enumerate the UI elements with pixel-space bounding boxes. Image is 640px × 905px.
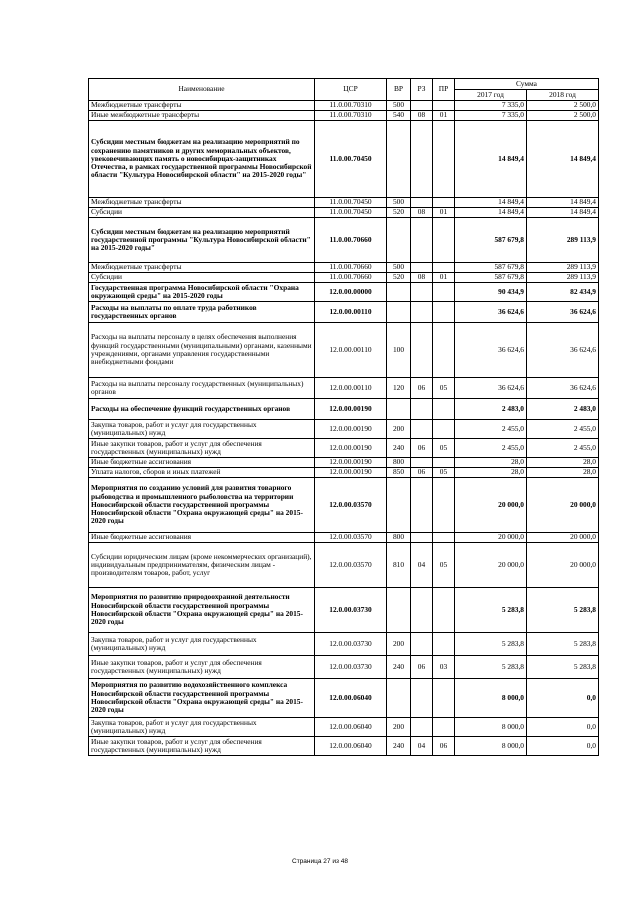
row-csr: 11.0.00.70310 bbox=[315, 111, 387, 121]
row-sum-2017: 2 455,0 bbox=[455, 420, 527, 439]
row-name: Расходы на выплаты персоналу государственных (муниципальных) органов bbox=[89, 378, 315, 399]
row-pr bbox=[433, 588, 455, 633]
row-csr: 12.0.00.00110 bbox=[315, 302, 387, 323]
budget-table bbox=[88, 78, 599, 756]
row-sum-2018: 20 000,0 bbox=[527, 533, 599, 543]
row-vr bbox=[387, 302, 411, 323]
row-pr bbox=[433, 121, 455, 198]
row-rz: 04 bbox=[411, 543, 433, 588]
row-pr bbox=[433, 679, 455, 718]
row-name: Субсидии bbox=[89, 273, 315, 283]
row-sum-2017: 28,0 bbox=[455, 468, 527, 478]
table-body bbox=[89, 101, 599, 756]
row-vr: 200 bbox=[387, 718, 411, 737]
row-sum-2018: 2 500,0 bbox=[527, 101, 599, 111]
row-name: Субсидии юридическим лицам (кроме некоммерческих организаций), индивидуальным предпринимателям, физическим лицам - производителям товаров, работ, услуг bbox=[89, 543, 315, 588]
row-name: Межбюджетные трансферты bbox=[89, 198, 315, 208]
row-name: Иные бюджетные ассигнования bbox=[89, 533, 315, 543]
row-sum-2018: 0,0 bbox=[527, 679, 599, 718]
row-sum-2017: 28,0 bbox=[455, 458, 527, 468]
row-pr bbox=[433, 198, 455, 208]
row-sum-2018: 36 624,6 bbox=[527, 378, 599, 399]
row-sum-2017: 5 283,8 bbox=[455, 656, 527, 679]
row-vr: 520 bbox=[387, 273, 411, 283]
row-sum-2017: 587 679,8 bbox=[455, 218, 527, 263]
row-name: Мероприятия по развитию природоохранной деятельности Новосибирской области государственной программы Новосибирской области "Охрана окружающей среды" на 2015-2020 годы bbox=[89, 588, 315, 633]
row-sum-2017: 2 455,0 bbox=[455, 439, 527, 458]
row-pr bbox=[433, 302, 455, 323]
header-sum: Сумма bbox=[455, 79, 599, 90]
header-vr: ВР bbox=[387, 79, 411, 101]
row-pr bbox=[433, 718, 455, 737]
row-rz: 08 bbox=[411, 111, 433, 121]
row-csr: 12.0.00.00190 bbox=[315, 399, 387, 420]
table-header bbox=[89, 79, 599, 101]
row-vr: 540 bbox=[387, 111, 411, 121]
row-csr: 12.0.00.00110 bbox=[315, 378, 387, 399]
row-vr bbox=[387, 679, 411, 718]
row-csr: 11.0.00.70450 bbox=[315, 208, 387, 218]
row-csr: 12.0.00.03570 bbox=[315, 478, 387, 533]
row-name: Иные межбюджетные трансферты bbox=[89, 111, 315, 121]
row-vr: 520 bbox=[387, 208, 411, 218]
row-name: Закупка товаров, работ и услуг для государственных (муниципальных) нужд bbox=[89, 420, 315, 439]
row-vr: 800 bbox=[387, 458, 411, 468]
table-row bbox=[89, 208, 599, 218]
row-vr: 120 bbox=[387, 378, 411, 399]
row-pr bbox=[433, 478, 455, 533]
row-sum-2017: 14 849,4 bbox=[455, 121, 527, 198]
row-sum-2018: 0,0 bbox=[527, 718, 599, 737]
row-pr bbox=[433, 101, 455, 111]
row-csr: 11.0.00.70660 bbox=[315, 218, 387, 263]
row-rz: 08 bbox=[411, 273, 433, 283]
row-rz bbox=[411, 588, 433, 633]
row-name: Расходы на выплаты по оплате труда работников государственных органов bbox=[89, 302, 315, 323]
row-sum-2018: 2 455,0 bbox=[527, 420, 599, 439]
table-row bbox=[89, 420, 599, 439]
row-sum-2018: 20 000,0 bbox=[527, 478, 599, 533]
row-rz: 06 bbox=[411, 468, 433, 478]
row-csr: 12.0.00.06040 bbox=[315, 718, 387, 737]
header-2018: 2018 год bbox=[527, 90, 599, 101]
row-rz bbox=[411, 302, 433, 323]
table-row bbox=[89, 543, 599, 588]
row-csr: 12.0.00.03730 bbox=[315, 656, 387, 679]
row-name: Субсидии bbox=[89, 208, 315, 218]
row-csr: 11.0.00.70310 bbox=[315, 101, 387, 111]
row-sum-2018: 28,0 bbox=[527, 468, 599, 478]
row-sum-2018: 5 283,8 bbox=[527, 588, 599, 633]
row-pr bbox=[433, 633, 455, 656]
row-vr bbox=[387, 399, 411, 420]
table-row bbox=[89, 633, 599, 656]
header-rz: РЗ bbox=[411, 79, 433, 101]
row-pr: 05 bbox=[433, 439, 455, 458]
row-vr: 810 bbox=[387, 543, 411, 588]
row-name: Иные закупки товаров, работ и услуг для обеспечения государственных (муниципальных) нужд bbox=[89, 737, 315, 756]
row-rz: 06 bbox=[411, 656, 433, 679]
row-sum-2018: 2 455,0 bbox=[527, 439, 599, 458]
row-name: Расходы на обеспечение функций государственных органов bbox=[89, 399, 315, 420]
row-csr: 12.0.00.00190 bbox=[315, 439, 387, 458]
row-pr bbox=[433, 218, 455, 263]
page-footer: Страница 27 из 48 bbox=[292, 858, 348, 865]
header-name: Наименование bbox=[89, 79, 315, 101]
table-row bbox=[89, 679, 599, 718]
row-sum-2017: 36 624,6 bbox=[455, 378, 527, 399]
row-pr: 06 bbox=[433, 737, 455, 756]
row-sum-2017: 14 849,4 bbox=[455, 208, 527, 218]
row-pr: 05 bbox=[433, 378, 455, 399]
row-vr: 500 bbox=[387, 198, 411, 208]
row-rz: 06 bbox=[411, 378, 433, 399]
row-sum-2018: 0,0 bbox=[527, 737, 599, 756]
row-sum-2018: 36 624,6 bbox=[527, 323, 599, 378]
row-vr bbox=[387, 218, 411, 263]
row-vr: 240 bbox=[387, 737, 411, 756]
table-row bbox=[89, 737, 599, 756]
row-csr: 12.0.00.00190 bbox=[315, 420, 387, 439]
row-pr bbox=[433, 399, 455, 420]
table-row bbox=[89, 263, 599, 273]
row-rz bbox=[411, 198, 433, 208]
table-row bbox=[89, 478, 599, 533]
row-csr: 11.0.00.70660 bbox=[315, 263, 387, 273]
row-sum-2017: 8 000,0 bbox=[455, 737, 527, 756]
row-sum-2018: 289 113,9 bbox=[527, 218, 599, 263]
row-sum-2017: 8 000,0 bbox=[455, 718, 527, 737]
table-row bbox=[89, 656, 599, 679]
table-row bbox=[89, 399, 599, 420]
table-row bbox=[89, 218, 599, 263]
row-rz: 08 bbox=[411, 208, 433, 218]
table-row bbox=[89, 283, 599, 302]
row-rz: 06 bbox=[411, 439, 433, 458]
row-pr: 03 bbox=[433, 656, 455, 679]
row-sum-2017: 36 624,6 bbox=[455, 302, 527, 323]
row-sum-2017: 90 434,9 bbox=[455, 283, 527, 302]
row-pr bbox=[433, 283, 455, 302]
table-row bbox=[89, 273, 599, 283]
row-sum-2018: 2 483,0 bbox=[527, 399, 599, 420]
row-sum-2017: 8 000,0 bbox=[455, 679, 527, 718]
row-rz bbox=[411, 679, 433, 718]
row-rz bbox=[411, 323, 433, 378]
row-vr: 100 bbox=[387, 323, 411, 378]
row-csr: 12.0.00.06040 bbox=[315, 679, 387, 718]
row-name: Иные закупки товаров, работ и услуг для обеспечения государственных (муниципальных) нужд bbox=[89, 439, 315, 458]
row-vr: 200 bbox=[387, 633, 411, 656]
row-vr: 800 bbox=[387, 533, 411, 543]
row-sum-2018: 14 849,4 bbox=[527, 121, 599, 198]
row-rz bbox=[411, 218, 433, 263]
row-name: Межбюджетные трансферты bbox=[89, 101, 315, 111]
row-pr bbox=[433, 420, 455, 439]
row-sum-2018: 289 113,9 bbox=[527, 273, 599, 283]
row-rz bbox=[411, 478, 433, 533]
header-pr: ПР bbox=[433, 79, 455, 101]
row-vr bbox=[387, 121, 411, 198]
row-name: Государственная программа Новосибирской области "Охрана окружающей среды" на 2015-2020 годы bbox=[89, 283, 315, 302]
row-rz: 04 bbox=[411, 737, 433, 756]
row-csr: 12.0.00.06040 bbox=[315, 737, 387, 756]
row-sum-2017: 7 335,0 bbox=[455, 111, 527, 121]
row-rz bbox=[411, 458, 433, 468]
row-name: Закупка товаров, работ и услуг для государственных (муниципальных) нужд bbox=[89, 718, 315, 737]
row-csr: 12.0.00.00000 bbox=[315, 283, 387, 302]
row-name: Межбюджетные трансферты bbox=[89, 263, 315, 273]
row-rz bbox=[411, 399, 433, 420]
row-sum-2017: 587 679,8 bbox=[455, 263, 527, 273]
row-pr bbox=[433, 323, 455, 378]
row-sum-2017: 20 000,0 bbox=[455, 533, 527, 543]
row-csr: 12.0.00.03730 bbox=[315, 588, 387, 633]
table-row bbox=[89, 439, 599, 458]
table-row bbox=[89, 302, 599, 323]
row-rz bbox=[411, 121, 433, 198]
row-sum-2018: 36 624,6 bbox=[527, 302, 599, 323]
row-pr bbox=[433, 458, 455, 468]
table-row bbox=[89, 458, 599, 468]
row-name: Иные бюджетные ассигнования bbox=[89, 458, 315, 468]
row-csr: 11.0.00.70450 bbox=[315, 198, 387, 208]
row-rz bbox=[411, 633, 433, 656]
row-name: Иные закупки товаров, работ и услуг для обеспечения государственных (муниципальных) нужд bbox=[89, 656, 315, 679]
table-row bbox=[89, 101, 599, 111]
row-rz bbox=[411, 533, 433, 543]
row-name: Мероприятия по созданию условий для развития товарного рыбоводства и промышленного рыболовства на территории Новосибирской области государственной программы Новосибирской области "Охрана окружающей среды" на 2015-2020 годы bbox=[89, 478, 315, 533]
row-vr: 240 bbox=[387, 656, 411, 679]
row-sum-2017: 20 000,0 bbox=[455, 543, 527, 588]
table-row bbox=[89, 323, 599, 378]
row-name: Расходы на выплаты персоналу в целях обеспечения выполнения функций государственными (муниципальными) органами, казенными учреждениями, органами управления государственными внебюджетными фондами bbox=[89, 323, 315, 378]
row-sum-2018: 20 000,0 bbox=[527, 543, 599, 588]
row-pr: 01 bbox=[433, 273, 455, 283]
row-rz bbox=[411, 263, 433, 273]
table-row bbox=[89, 468, 599, 478]
row-vr bbox=[387, 283, 411, 302]
row-csr: 11.0.00.70450 bbox=[315, 121, 387, 198]
row-name: Субсидии местным бюджетам на реализацию мероприятий государственной программы "Культура Новосибирской области" на 2015-2020 годы" bbox=[89, 218, 315, 263]
row-rz bbox=[411, 283, 433, 302]
row-sum-2018: 14 849,4 bbox=[527, 208, 599, 218]
row-pr: 05 bbox=[433, 468, 455, 478]
table-row bbox=[89, 533, 599, 543]
row-rz bbox=[411, 101, 433, 111]
row-name: Уплата налогов, сборов и иных платежей bbox=[89, 468, 315, 478]
row-pr: 01 bbox=[433, 208, 455, 218]
row-sum-2017: 14 849,4 bbox=[455, 198, 527, 208]
row-sum-2018: 14 849,4 bbox=[527, 198, 599, 208]
row-sum-2017: 20 000,0 bbox=[455, 478, 527, 533]
row-name: Мероприятия по развитию водохозяйственного комплекса Новосибирской области государственной программы Новосибирской области "Охрана окружающей среды" на 2015-2020 годы bbox=[89, 679, 315, 718]
row-csr: 12.0.00.03730 bbox=[315, 633, 387, 656]
row-pr bbox=[433, 263, 455, 273]
row-vr bbox=[387, 588, 411, 633]
row-sum-2018: 289 113,9 bbox=[527, 263, 599, 273]
row-sum-2017: 7 335,0 bbox=[455, 101, 527, 111]
row-pr: 01 bbox=[433, 111, 455, 121]
row-sum-2017: 587 679,8 bbox=[455, 273, 527, 283]
row-rz bbox=[411, 420, 433, 439]
table-row bbox=[89, 718, 599, 737]
row-csr: 11.0.00.70660 bbox=[315, 273, 387, 283]
row-name: Субсидии местным бюджетам на реализацию мероприятий по сохранению памятников и других мемориальных объектов, увековечивающих память о новосибирцах-защитниках Отечества, в рамках государственной программы Новосибирской области "Культура Новосибирской области" на 2015-2020 годы" bbox=[89, 121, 315, 198]
row-sum-2017: 5 283,8 bbox=[455, 633, 527, 656]
row-vr: 850 bbox=[387, 468, 411, 478]
row-sum-2018: 82 434,9 bbox=[527, 283, 599, 302]
header-csr: ЦСР bbox=[315, 79, 387, 101]
row-sum-2017: 5 283,8 bbox=[455, 588, 527, 633]
row-sum-2018: 2 500,0 bbox=[527, 111, 599, 121]
header-2017: 2017 год bbox=[455, 90, 527, 101]
table-row bbox=[89, 588, 599, 633]
row-pr bbox=[433, 533, 455, 543]
row-csr: 12.0.00.00190 bbox=[315, 458, 387, 468]
row-vr: 500 bbox=[387, 263, 411, 273]
row-sum-2018: 28,0 bbox=[527, 458, 599, 468]
row-name: Закупка товаров, работ и услуг для государственных (муниципальных) нужд bbox=[89, 633, 315, 656]
row-sum-2018: 5 283,8 bbox=[527, 633, 599, 656]
table-row bbox=[89, 378, 599, 399]
row-vr: 240 bbox=[387, 439, 411, 458]
row-vr: 200 bbox=[387, 420, 411, 439]
table-row bbox=[89, 198, 599, 208]
row-csr: 12.0.00.03570 bbox=[315, 543, 387, 588]
table-row bbox=[89, 121, 599, 198]
row-sum-2017: 36 624,6 bbox=[455, 323, 527, 378]
row-csr: 12.0.00.00190 bbox=[315, 468, 387, 478]
row-rz bbox=[411, 718, 433, 737]
row-csr: 12.0.00.00110 bbox=[315, 323, 387, 378]
row-vr: 500 bbox=[387, 101, 411, 111]
table-row bbox=[89, 111, 599, 121]
row-sum-2017: 2 483,0 bbox=[455, 399, 527, 420]
row-pr: 05 bbox=[433, 543, 455, 588]
row-sum-2018: 5 283,8 bbox=[527, 656, 599, 679]
row-vr bbox=[387, 478, 411, 533]
row-csr: 12.0.00.03570 bbox=[315, 533, 387, 543]
